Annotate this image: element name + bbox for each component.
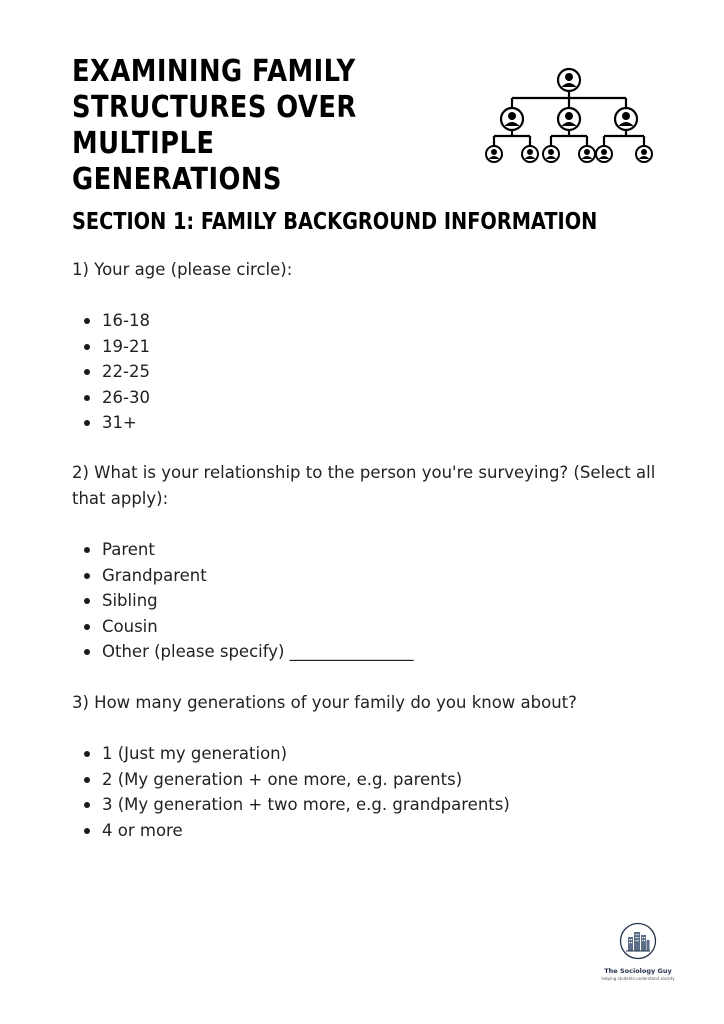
bullet-dot-icon [84,369,90,375]
family-tree-icon [480,62,658,172]
list-item[interactable] [82,537,413,563]
question-2: 2) What is your relationship to the person you're surveying? (Select all that apply): [72,463,656,508]
option-label: Other (please specify) _______________ [102,642,414,661]
page-title [72,54,416,198]
option-label: Cousin [102,616,158,636]
bullet-dot-icon [84,573,90,579]
option-label: 19-21 [102,336,150,356]
bullet-dot-icon [84,649,90,655]
bullet-dot-icon [84,395,90,401]
bullet-dot-icon [84,344,90,350]
option-label: Sibling [102,591,158,610]
logo-tagline: helping students understand society [601,976,675,981]
option-label: 1 (Just my generation) [102,744,288,763]
option-label: 16-18 [102,311,150,330]
bullet-dot-icon [84,751,90,757]
list-item[interactable] [82,639,413,665]
sociology-guy-logo [598,922,678,981]
bullet-dot-icon [84,318,90,324]
list-item[interactable] [82,308,150,334]
question-1: 1) Your age (please circle): [72,260,293,279]
list-item[interactable] [82,359,150,385]
bullet-dot-icon [84,598,90,604]
list-item[interactable] [82,563,413,589]
list-item[interactable] [82,614,413,640]
bullet-dot-icon [84,802,90,808]
question-3-options [82,741,510,843]
list-item[interactable] [82,818,510,844]
bullet-dot-icon [84,420,90,426]
option-label: 22-25 [102,362,150,381]
option-label: Grandparent [102,565,207,585]
option-label: 3 (My generation + two more, e.g. grandparents) [102,795,510,814]
list-item[interactable] [82,792,510,818]
list-item[interactable] [82,410,150,436]
logo-name: The Sociology Guy [604,967,672,975]
bullet-dot-icon [84,624,90,630]
bullet-dot-icon [84,547,90,553]
bullet-dot-icon [84,828,90,834]
list-item[interactable] [82,588,413,614]
list-item[interactable] [82,385,150,411]
option-label: 31+ [102,413,137,432]
option-label: 2 (My generation + one more, e.g. parents) [102,769,463,789]
question-2-options [82,537,413,665]
list-item[interactable] [82,741,510,767]
option-label: 4 or more [102,820,183,840]
list-item[interactable] [82,767,510,793]
option-label: Parent [102,540,155,559]
question-1-options [82,308,150,436]
question-3: 3) How many generations of your family do you know about? [72,693,577,712]
city-buildings-icon [619,922,657,960]
title-line-2: STRUCTURES OVER [72,90,357,125]
bullet-dot-icon [84,777,90,783]
title-line-3: MULTIPLE GENERATIONS [72,126,282,197]
list-item[interactable] [82,334,150,360]
section-heading: SECTION 1: FAMILY BACKGROUND INFORMATION [72,209,598,235]
option-label: 26-30 [102,387,150,407]
title-line-1: EXAMINING FAMILY [72,54,356,89]
